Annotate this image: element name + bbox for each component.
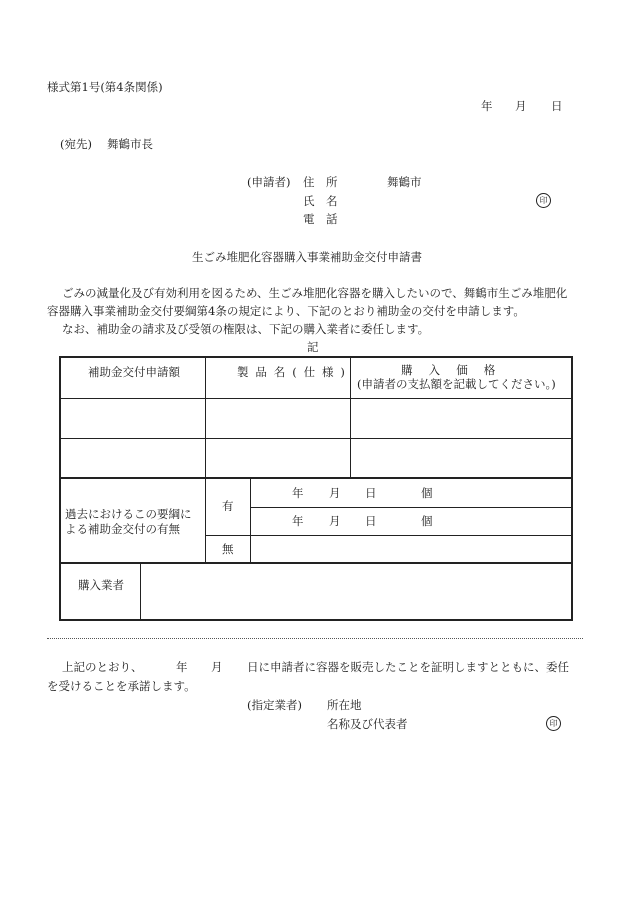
- row2-count: 個: [421, 514, 433, 528]
- cert-line2: を受けることを承諾します。: [47, 679, 196, 693]
- vendor-seal-icon: 印: [546, 716, 561, 731]
- application-table: [59, 356, 573, 479]
- cert-year: 年: [176, 660, 188, 674]
- table-divider: [61, 398, 571, 399]
- addressee-name: 舞鶴市長: [107, 137, 153, 151]
- table-divider: [205, 479, 206, 562]
- name-label: 氏 名: [303, 194, 338, 208]
- row2-year: 年: [292, 514, 304, 528]
- col-header-price-note: (申請者の支払額を記載してください。): [357, 377, 556, 391]
- table-divider: [250, 507, 571, 508]
- past-subsidy-table: [59, 477, 573, 564]
- applicant-label: (申請者): [247, 175, 291, 189]
- no-label: 無: [222, 542, 234, 556]
- body-para1-line2: 容器購入事業補助金交付要綱第4条の規定により、下記のとおり補助金の交付を申請します。: [47, 304, 525, 318]
- cert-suffix: 日に申請者に容器を販売したことを証明しますとともに、委任: [247, 660, 569, 674]
- past-subsidy-label-line1: 過去におけるこの要綱に: [65, 507, 192, 521]
- row2-month: 月: [329, 514, 341, 528]
- date-day: 日: [551, 99, 563, 113]
- table-divider: [205, 358, 206, 477]
- body-para1-line1: ごみの減量化及び有効利用を図るため、生ごみ堆肥化容器を購入したいので、舞鶴市生ごみ堆肥化: [62, 286, 568, 300]
- phone-label: 電 話: [303, 212, 338, 226]
- applicant-seal-icon: 印: [536, 193, 551, 208]
- address-value: 舞鶴市: [387, 175, 422, 189]
- document-title: 生ごみ堆肥化容器購入事業補助金交付申請書: [192, 250, 422, 264]
- past-subsidy-label-line2: よる補助金交付の有無: [65, 522, 180, 536]
- table-divider: [250, 479, 251, 562]
- col-header-product: 製品名(仕様): [237, 365, 352, 379]
- row1-month: 月: [329, 486, 341, 500]
- col-header-price: 購入価格: [401, 363, 512, 377]
- date-month: 月: [515, 99, 527, 113]
- designated-vendor-label: (指定業者): [247, 698, 302, 712]
- cert-prefix: 上記のとおり、: [62, 660, 143, 674]
- vendor-label: 購入業者: [78, 578, 124, 592]
- row2-day: 日: [365, 514, 377, 528]
- addressee-label: (宛先): [60, 137, 92, 151]
- row1-day: 日: [365, 486, 377, 500]
- representative-label: 名称及び代表者: [327, 717, 408, 731]
- address-label: 住 所: [303, 175, 338, 189]
- date-year: 年: [481, 99, 493, 113]
- row1-count: 個: [421, 486, 433, 500]
- col-header-amount: 補助金交付申請額: [88, 365, 180, 379]
- body-para2: なお、補助金の請求及び受領の権限は、下記の購入業者に委任します。: [62, 322, 430, 336]
- form-number: 様式第1号(第4条関係): [47, 80, 163, 94]
- row1-year: 年: [292, 486, 304, 500]
- location-label: 所在地: [327, 698, 362, 712]
- ki-label: 記: [307, 340, 319, 354]
- table-divider: [205, 535, 571, 536]
- vendor-table: [59, 562, 573, 621]
- cut-line: [47, 638, 583, 639]
- table-divider: [61, 438, 571, 439]
- cert-month: 月: [211, 660, 223, 674]
- table-divider: [140, 564, 141, 619]
- yes-label: 有: [222, 499, 234, 513]
